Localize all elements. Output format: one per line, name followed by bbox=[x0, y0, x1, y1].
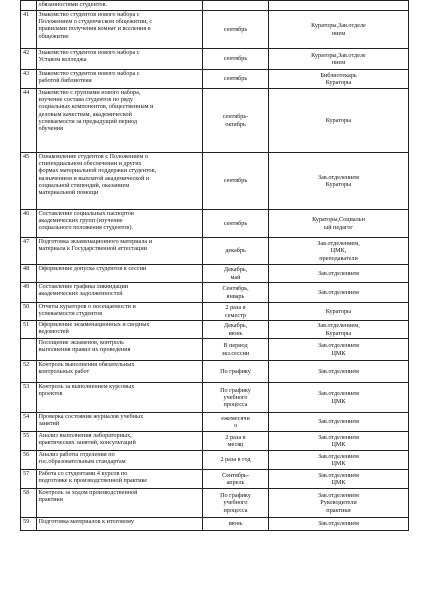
responsible-cell: Зав.отделением Кураторы bbox=[269, 153, 409, 210]
responsible-cell: Зав.отделением ЦМК bbox=[269, 339, 409, 361]
term-cell: сентябрь bbox=[203, 210, 269, 238]
task-cell: Работа со студентами 4 курсов по подготовке к производственной практике bbox=[37, 470, 203, 489]
task-cell: Знакомство с группами нового набора, изучение состава студентов по ряду социальных компонентов, общественным и деловым качествам, академической успеваемости за предыдущий период обучения bbox=[37, 89, 203, 153]
row-number: 58 bbox=[21, 489, 37, 518]
term-cell: Сентябрь, январь bbox=[203, 283, 269, 303]
task-cell: Анализ работы отделения по гос.образовательным стандартам bbox=[37, 451, 203, 470]
row-number: 51 bbox=[21, 321, 37, 339]
term-cell: сентябрь- октябрь bbox=[203, 89, 269, 153]
responsible-cell: Кураторы,Зав.отделе нием bbox=[269, 11, 409, 49]
table-row bbox=[21, 238, 409, 265]
responsible-cell: Зав.отделением, Кураторы bbox=[269, 321, 409, 339]
row-number: 46 bbox=[21, 210, 37, 238]
document-page bbox=[20, 0, 408, 531]
task-cell: Анализ выполнения лабораторных, практических занятий, консультаций bbox=[37, 432, 203, 451]
row-number: 55 bbox=[21, 432, 37, 451]
term-cell: сентябрь bbox=[203, 70, 269, 89]
responsible-cell: Кураторы,Зав.отделе нием bbox=[269, 49, 409, 70]
row-number: 45 bbox=[21, 153, 37, 210]
term-cell: Декабрь, июнь bbox=[203, 321, 269, 339]
row-number: 53 bbox=[21, 383, 37, 413]
table-row bbox=[21, 413, 409, 432]
table-row bbox=[21, 303, 409, 321]
table-row bbox=[21, 153, 409, 210]
task-cell: Подготовка материалов к итоговому bbox=[37, 518, 203, 531]
table-row bbox=[21, 210, 409, 238]
row-number: 57 bbox=[21, 470, 37, 489]
row-number: 52 bbox=[21, 361, 37, 383]
row-number bbox=[21, 1, 37, 11]
row-number: 44 bbox=[21, 89, 37, 153]
row-number: 48 bbox=[21, 265, 37, 283]
table-row bbox=[21, 265, 409, 283]
task-cell: Знакомство студентов нового набора с Положением о студенческом общежитии, с правилами получения комнат и вселения в общежитие bbox=[37, 11, 203, 49]
table-row bbox=[21, 49, 409, 70]
responsible-cell bbox=[269, 1, 409, 11]
table-row bbox=[21, 321, 409, 339]
responsible-cell: Библиотекарь Кураторы bbox=[269, 70, 409, 89]
term-cell: В период экз.сессии bbox=[203, 339, 269, 361]
table-row bbox=[21, 432, 409, 451]
table-row bbox=[21, 1, 409, 11]
task-cell: Проверка состояния журналов учебных занятий bbox=[37, 413, 203, 432]
term-cell: 2 раза в семестр bbox=[203, 303, 269, 321]
task-cell: Составление социальных паспортов академических групп (изучение социального положения студентов). bbox=[37, 210, 203, 238]
responsible-cell: Зав.отделением ЦМК bbox=[269, 451, 409, 470]
term-cell: По графику учебного процесса bbox=[203, 489, 269, 518]
row-number: 54 bbox=[21, 413, 37, 432]
responsible-cell: Кураторы bbox=[269, 89, 409, 153]
table-row bbox=[21, 518, 409, 531]
row-number bbox=[21, 339, 37, 361]
responsible-cell: Зав.отделением ЦМК bbox=[269, 470, 409, 489]
task-cell: Контроль за выполнением курсовых проектов bbox=[37, 383, 203, 413]
row-number: 47 bbox=[21, 238, 37, 265]
term-cell: декабрь bbox=[203, 238, 269, 265]
row-number: 56 bbox=[21, 451, 37, 470]
row-number: 42 bbox=[21, 49, 37, 70]
table-row bbox=[21, 11, 409, 49]
task-cell: Посещение экзаменов, контроль выполнения правил их проведения bbox=[37, 339, 203, 361]
term-cell: сентябрь bbox=[203, 49, 269, 70]
term-cell: По графику учебного процесса bbox=[203, 383, 269, 413]
term-cell: июнь bbox=[203, 518, 269, 531]
responsible-cell: Кураторы,Социальн ый педагог bbox=[269, 210, 409, 238]
responsible-cell: Зав.отделением Руководители практики bbox=[269, 489, 409, 518]
task-cell: Знакомство студентов нового набора с Уставом колледжа bbox=[37, 49, 203, 70]
responsible-cell: Зав.отделением bbox=[269, 361, 409, 383]
row-number: 49 bbox=[21, 283, 37, 303]
task-cell: Оформление экзаменационных и сводных ведомостей bbox=[37, 321, 203, 339]
row-number: 50 bbox=[21, 303, 37, 321]
table-row bbox=[21, 470, 409, 489]
responsible-cell: Зав.отделением bbox=[269, 413, 409, 432]
plan-table bbox=[20, 0, 409, 531]
responsible-cell: Зав.отделением bbox=[269, 283, 409, 303]
task-cell: Ознакомление студентов с Положением о стипендиальном обеспечении и других формах материальной поддержки студентов, назначением и выплатой академической и социальной стипендий, оказанием материальной помощи bbox=[37, 153, 203, 210]
term-cell: Сентябрь- апрель bbox=[203, 470, 269, 489]
table-row bbox=[21, 339, 409, 361]
row-number: 43 bbox=[21, 70, 37, 89]
term-cell: 2 раза в месяц bbox=[203, 432, 269, 451]
term-cell: 2 раза в год bbox=[203, 451, 269, 470]
responsible-cell: Зав.отделением ЦМК bbox=[269, 383, 409, 413]
term-cell: Декабрь, май bbox=[203, 265, 269, 283]
task-cell: Подготовка экзаменационного материала и материала к Государственной аттестации bbox=[37, 238, 203, 265]
table-row bbox=[21, 451, 409, 470]
responsible-cell: Кураторы bbox=[269, 303, 409, 321]
table-row bbox=[21, 89, 409, 153]
responsible-cell: Зав.отделением, ЦМК, преподаватели bbox=[269, 238, 409, 265]
task-cell: Оформление допуска студентов к сессии bbox=[37, 265, 203, 283]
responsible-cell: Зав.отделением ЦМК bbox=[269, 432, 409, 451]
table-row bbox=[21, 283, 409, 303]
table-row bbox=[21, 361, 409, 383]
row-number: 59 bbox=[21, 518, 37, 531]
term-cell: По графику bbox=[203, 361, 269, 383]
responsible-cell: Зав.отделением bbox=[269, 265, 409, 283]
table-row bbox=[21, 489, 409, 518]
task-cell: обязанностями студентов. bbox=[37, 1, 203, 11]
task-cell: Отчеты кураторов о посещаемости и успеваемости студентов bbox=[37, 303, 203, 321]
row-number: 41 bbox=[21, 11, 37, 49]
task-cell: Составление графика ликвидации академических задолженностей bbox=[37, 283, 203, 303]
term-cell: сентябрь bbox=[203, 153, 269, 210]
term-cell bbox=[203, 1, 269, 11]
table-row bbox=[21, 70, 409, 89]
term-cell: сентябрь bbox=[203, 11, 269, 49]
responsible-cell: Зав.отделением bbox=[269, 518, 409, 531]
table-row bbox=[21, 383, 409, 413]
task-cell: Контроль выполнения обязательных контрольных работ bbox=[37, 361, 203, 383]
term-cell: ежемесячн о bbox=[203, 413, 269, 432]
task-cell: Контроль за ходом производственной практики bbox=[37, 489, 203, 518]
task-cell: Знакомство студентов нового набора с работой библиотеки bbox=[37, 70, 203, 89]
